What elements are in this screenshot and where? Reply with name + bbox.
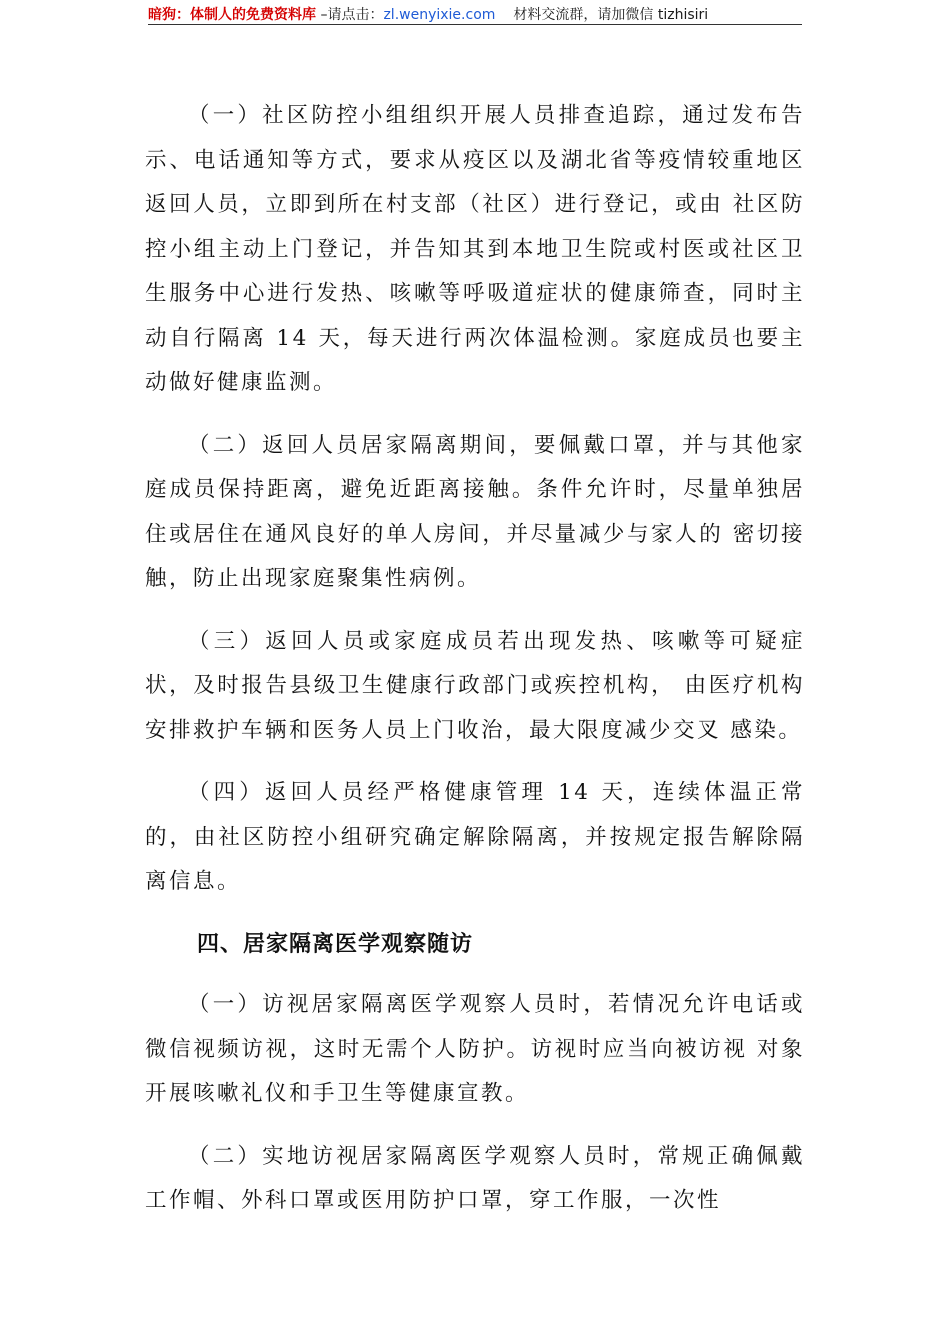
header-text	[148, 4, 708, 24]
section-heading: 四、居家隔离医学观察随访	[197, 931, 474, 957]
paragraph: （一）访视居家隔离医学观察人员时，若情况允许电话或微信视频访视，这时无需个人防护。访视时应当向被访视 对象开展咳嗽礼仪和手卫生等健康宣教。	[145, 992, 805, 1106]
paragraph: （一）社区防控小组组织开展人员排查追踪，通过发布告示、电话通知等方式，要求从疫区以及湖北省等疫情较重地区返回人员，立即到所在村支部（社区）进行登记，或由 社区防控小组主动上门登记，并告知其到本地卫生院或村医或社区卫生服务中心进行发热、咳嗽等呼吸道症状的健康筛查，同时主动自行隔离 14 天，每天进行两次体温检测。家庭成员也要主动做好健康监测。	[145, 103, 805, 395]
paragraph: （四）返回人员经严格健康管理 14 天，连续体温正常的，由社区防控小组研究确定解除隔离，并按规定报告解除隔离信息。	[145, 780, 805, 894]
header-brand: 暗狗：体制人的免费资料库	[148, 7, 316, 23]
paragraph: （二）返回人员居家隔离期间，要佩戴口罩，并与其他家庭成员保持距离，避免近距离接触。条件允许时，尽量单独居住或居住在通风良好的单人房间，并尽量减少与家人的 密切接触，防止出现家庭聚集性病例。	[145, 432, 805, 591]
document-body	[145, 94, 805, 1242]
header-contact: 材料交流群，请加微信 tizhisiri	[513, 7, 709, 23]
header-divider	[148, 24, 802, 25]
header-link[interactable]: zl.wenyixie.com	[383, 7, 496, 23]
paragraph: （二）实地访视居家隔离医学观察人员时，常规正确佩戴工作帽、外科口罩或医用防护口罩，穿工作服，一次性	[145, 1143, 805, 1213]
header-link-prefix: –请点击：	[316, 7, 384, 23]
page-header	[0, 0, 950, 26]
paragraph: （三）返回人员或家庭成员若出现发热、咳嗽等可疑症状，及时报告县级卫生健康行政部门或疾控机构， 由医疗机构安排救护车辆和医务人员上门收治，最大限度减少交叉 感染。	[145, 628, 805, 743]
